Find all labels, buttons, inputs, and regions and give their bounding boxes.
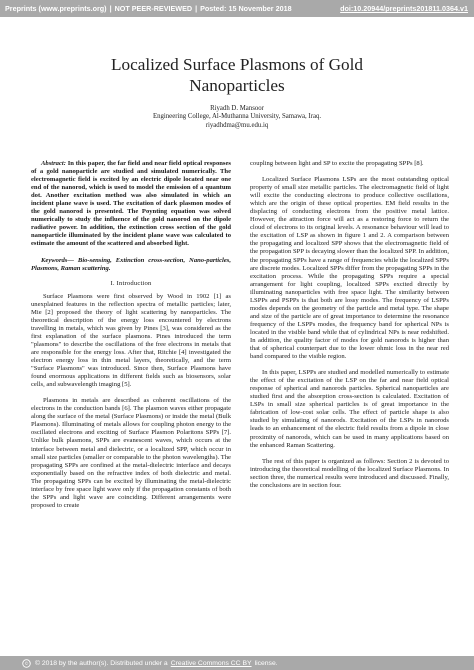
- separator: |: [195, 4, 198, 13]
- intro-paragraph-2: Plasmons in metals are described as coherent oscillations of the electrons in the conduction bands [6]. The plasmon waves either propagate along the surface of the metal (Surface Plasmons) or inside the metal (Bulk Plasmons). Illuminating of metals allows for coupling photon energy to the oscillated electrons and exciting of Surface Plasmon Polaritons SPPs [7]. Unlike bulk plasmons, SPPs are evanescent waves, which occurs at the interface between metal and dielectric, or a localized SPP, which occur in small size particles (smaller or comparable to the photon wavelengths). The propagating SPPs are confined at the metal-dielectric interface and decays exponentially based on the refractive index of both dielectric and metal. The propagating SPPs can be excited by illuminating the metal-dielectric interface by free space light wave only if the propagation constants of both the SPPs and light wave are coinciding. Different arrangements were proposed to create: [31, 397, 231, 509]
- author-name: Riyadh D. Mansoor: [210, 105, 264, 112]
- abstract: [31, 160, 231, 249]
- abstract-text: In this paper, the far field and near field optical responses of a gold nanoparticle are studied and simulated numerically. The electromagnetic field is excited by an electric dipole located near one end of the nanorod, which is used to model the emission of a quantum dot. Another excitation method was also simulated in which an incident plane wave is used. The excitation of dark plasmon modes of the gold nanorod is presented. The Poynting equation was solved numerically to study the influence of the gold nanorod on the dipole radiative power. In addition, the extinction cross section of the gold nanoparticle illuminated by the incident plane wave was calculated to estimate the amount of the scattered and absorbed light.: [31, 160, 231, 248]
- license-link[interactable]: Creative Commons CC BY: [170, 659, 252, 667]
- abstract-label: Abstract:: [41, 160, 66, 167]
- review-status: NOT PEER-REVIEWED: [114, 4, 193, 13]
- footer-text-end: license.: [254, 659, 278, 667]
- footer-text: © 2018 by the author(s). Distributed under a: [35, 659, 168, 667]
- preprint-header-bar: [0, 0, 474, 17]
- doi-link[interactable]: doi:10.20944/preprints201811.0364.v1: [340, 4, 468, 13]
- author-block: [0, 105, 474, 130]
- section-heading-introduction: I. Introduction: [110, 279, 152, 287]
- title-line-2: Nanoparticles: [189, 76, 285, 95]
- posted-date: Posted: 15 November 2018: [200, 4, 292, 13]
- keywords: Keywords— Bio-sensing, Extinction cross-section, Nano-particles, Plasmons, Raman scattering.: [31, 256, 231, 272]
- license-footer-bar: [0, 656, 474, 670]
- separator: |: [109, 4, 112, 13]
- header-left-text: [0, 4, 292, 13]
- site-link[interactable]: Preprints (www.preprints.org): [5, 4, 107, 13]
- right-paragraph-3: The rest of this paper is organized as follows: Section 2 is devoted to introducing the theoretical modelling of the localized Surface Plasmons. In section three, the numerical results were introduced and discussed. Finally, the conclusions are in section four.: [250, 457, 449, 489]
- author-affiliation: Engineering College, Al-Muthanna University, Samawa, Iraq.: [152, 113, 322, 121]
- title-line-1: Localized Surface Plasmons of Gold: [110, 55, 363, 74]
- intro-paragraph-1: Surface Plasmons were first observed by Wood in 1902 [1] as unexplained features in the reflection spectra of metallic particles; later, Mie [2] proposed the theory of light scattering by nanoparticles. The theoretical description of the energy loss encountered by electrons travelling in metals, which was given by Pines [3], was considered as the first explanation of the surface plasmons. Pines introduced the term "plasmons" to describe the oscillations of the free electrons in metals that are responsible for the energy loss. After that, Ritchie [4] investigated the electron energy loss in thin metal layers, theoretically, and the term "Surface Plasmons" was introduced. Since then, Surface Plasmons have found enormous applications in different fields such as biosensors, solar cells, and subwavelength imaging [5].: [31, 292, 231, 389]
- right-paragraph-1: Localized Surface Plasmons LSPs are the most outstanding optical property of small size metallic particles. The electromagnetic field of light will excite the conducting electrons to produce collective oscillations, which are the origin of these optical properties. EM field results in the displacing of conducting electrons from the positive metal lattice. However, the attraction force will act as a restoring force to return the cloud of electrons to its original levels. A resonance behaviour will lead to the excitation of LSP as shown in figure 1 and 2. A comparison between the propagating and localized SPP shows that the electromagnetic field of the propagation SPP is decaying slower than the localized SPP. In addition, the propagating SPPs have a range of frequencies while the localized SPPs are discrete modes. Localized SPPs differ from the propagating SPPs in the excitation process. While the propagating SPPs require a special arrangement for light coupling, localized SPPs excited directly by illuminating nanoparticles with free space light. The similarity between LSPPs and PSPPs is that both are lossy modes. The frequency of LSPPs modes depends on the geometry of the particle and metal type. The shape and size of the particle are of great importance to determine the resonance frequency of the LSPPs modes, the frequency band for spherical NPs is located in the visible band while that of cylindrical NPs is near redshifted. In addition, the quality factor of modes for gold nanorods is higher than that of spherical counterpart due to the lower ohmic loss in the near red band compared to the visible region.: [250, 176, 449, 361]
- right-column: [250, 160, 449, 490]
- right-paragraph-0: coupling between light and SP to excite the propagating SPPs [8].: [250, 160, 424, 167]
- svg-text:©: ©: [24, 660, 29, 666]
- paper-title: [0, 54, 474, 96]
- left-column: [31, 160, 231, 510]
- cc-icon: [22, 659, 31, 668]
- author-email[interactable]: riyadhdma@mu.edu.iq: [205, 121, 269, 129]
- right-paragraph-2: In this paper, LSPPs are studied and modelled numerically to estimate the effect of the excitation of the LSP on the far and near field optical response of spherical and nanorods particles. Spherical nanoparticles are studied first and the absorption cross-section is calculated. Excitation of LSPs in small size spherical particles is of great importance in the fabrication of low-cost solar cells. The effect of particle shape is also studied by simulating of nanorods. Excitation of the LSPs in nanorods leads to an enhancement of the electric field results from a dipole in close proximity of nanorods, which can be used in many applications based on the enhanced Raman Scattering.: [250, 369, 449, 449]
